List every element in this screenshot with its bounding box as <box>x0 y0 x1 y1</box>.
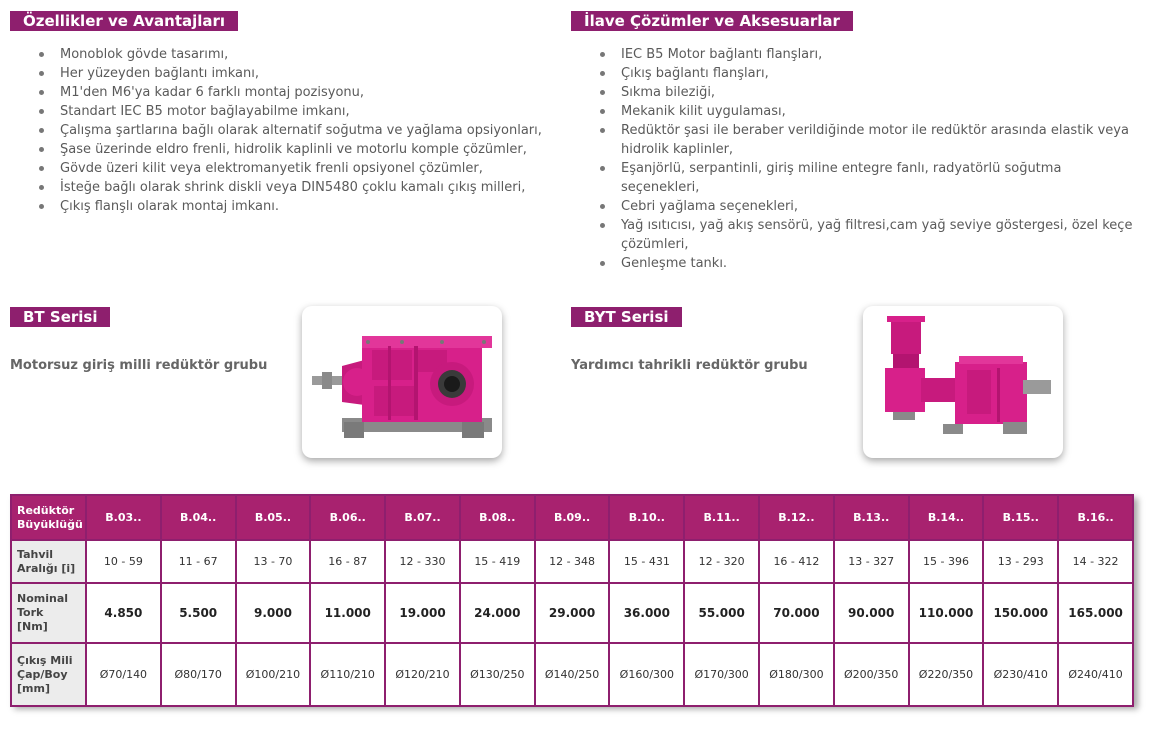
size-column-header: B.10.. <box>609 495 684 540</box>
accessory-list-item: Genleşme tankı. <box>598 254 1138 273</box>
size-column-header: B.12.. <box>759 495 834 540</box>
size-column-header: B.15.. <box>983 495 1058 540</box>
spec-value-cell: Ø240/410 <box>1058 643 1133 706</box>
spec-table-container <box>10 494 1134 705</box>
spec-value-cell: 16 - 87 <box>310 540 385 583</box>
spec-value-cell: 11.000 <box>310 583 385 643</box>
spec-value-cell: Ø110/210 <box>310 643 385 706</box>
byt-gearbox-illustration <box>863 306 1063 458</box>
spec-value-cell: Ø230/410 <box>983 643 1058 706</box>
bt-series-product-image <box>302 306 502 458</box>
spec-value-cell: 29.000 <box>535 583 610 643</box>
feature-list-item: Çıkış flanşlı olarak montaj imkanı. <box>37 197 557 216</box>
feature-list-item: Standart IEC B5 motor bağlayabilme imkanı, <box>37 102 557 121</box>
spec-value-cell: 5.500 <box>161 583 236 643</box>
byt-series-subtitle: Yardımcı tahrikli redüktör grubu <box>571 358 808 373</box>
size-column-header: B.06.. <box>310 495 385 540</box>
spec-value-cell: Ø100/210 <box>236 643 311 706</box>
row-label-line: Nominal <box>17 592 69 605</box>
size-column-header: B.14.. <box>909 495 984 540</box>
spec-value-cell: Ø120/210 <box>385 643 460 706</box>
spec-value-cell: Ø70/140 <box>86 643 161 706</box>
size-column-header: B.13.. <box>834 495 909 540</box>
feature-list-item: Monoblok gövde tasarımı, <box>37 45 557 64</box>
accessory-list-item: Mekanik kilit uygulaması, <box>598 102 1138 121</box>
spec-value-cell: 14 - 322 <box>1058 540 1133 583</box>
spec-value-cell: Ø180/300 <box>759 643 834 706</box>
row-label-line: [Nm] <box>17 620 48 633</box>
size-header-line: Redüktör <box>17 503 75 517</box>
spec-value-cell: Ø160/300 <box>609 643 684 706</box>
feature-list-item: Şase üzerinde eldro frenli, hidrolik kaplinli ve motorlu komple çözümler, <box>37 140 557 159</box>
spec-value-cell: 15 - 431 <box>609 540 684 583</box>
accessories-title: İlave Çözümler ve Aksesuarlar <box>571 11 853 31</box>
spec-value-cell: 13 - 70 <box>236 540 311 583</box>
bt-series-subtitle: Motorsuz giriş milli redüktör grubu <box>10 358 268 373</box>
size-column-header: B.11.. <box>684 495 759 540</box>
spec-table-row <box>11 540 1133 583</box>
spec-table-header-row <box>11 495 1133 540</box>
spec-value-cell: 16 - 412 <box>759 540 834 583</box>
spec-value-cell: 12 - 320 <box>684 540 759 583</box>
feature-list-item: İsteğe bağlı olarak shrink diskli veya DIN5480 çoklu kamalı çıkış milleri, <box>37 178 557 197</box>
row-label-line: Tahvil <box>17 547 54 561</box>
byt-series-title: BYT Serisi <box>571 307 682 327</box>
spec-table-row <box>11 583 1133 643</box>
spec-value-cell: 150.000 <box>983 583 1058 643</box>
accessory-list-item: Redüktör şasi ile beraber verildiğinde motor ile redüktör arasında elastik veya hidrolik kaplinler, <box>598 121 1138 159</box>
accessory-list-item: Çıkış bağlantı flanşları, <box>598 64 1138 83</box>
spec-value-cell: 15 - 396 <box>909 540 984 583</box>
feature-list-item: M1'den M6'ya kadar 6 farklı montaj pozisyonu, <box>37 83 557 102</box>
feature-list-item: Gövde üzeri kilit veya elektromanyetik frenli opsiyonel çözümler, <box>37 159 557 178</box>
row-label-line: Çap/Boy <box>17 667 68 681</box>
row-label-line: Çıkış Mili <box>17 653 73 667</box>
spec-value-cell: 4.850 <box>86 583 161 643</box>
spec-table <box>10 494 1134 707</box>
spec-value-cell: 13 - 293 <box>983 540 1058 583</box>
row-label-line: Aralığı [i] <box>17 561 76 575</box>
spec-value-cell: 10 - 59 <box>86 540 161 583</box>
row-label-cell <box>11 540 86 583</box>
spec-value-cell: 36.000 <box>609 583 684 643</box>
spec-value-cell: Ø140/250 <box>535 643 610 706</box>
size-column-header: B.08.. <box>460 495 535 540</box>
accessory-list-item: IEC B5 Motor bağlantı flanşları, <box>598 45 1138 64</box>
accessories-list <box>598 45 1138 273</box>
spec-value-cell: 110.000 <box>909 583 984 643</box>
spec-value-cell: 70.000 <box>759 583 834 643</box>
spec-value-cell: 15 - 419 <box>460 540 535 583</box>
spec-value-cell: 19.000 <box>385 583 460 643</box>
size-column-header: B.04.. <box>161 495 236 540</box>
spec-value-cell: Ø170/300 <box>684 643 759 706</box>
row-label-line: Tork <box>17 606 44 619</box>
spec-value-cell: Ø80/170 <box>161 643 236 706</box>
feature-list-item: Çalışma şartlarına bağlı olarak alternatif soğutma ve yağlama opsiyonları, <box>37 121 557 140</box>
byt-series-product-image <box>863 306 1063 458</box>
features-list <box>37 45 557 216</box>
spec-value-cell: 11 - 67 <box>161 540 236 583</box>
spec-table-row <box>11 643 1133 706</box>
accessory-list-item: Sıkma bileziği, <box>598 83 1138 102</box>
size-header-line: Büyüklüğü <box>17 517 83 531</box>
row-label-cell <box>11 643 86 706</box>
accessory-list-item: Yağ ısıtıcısı, yağ akış sensörü, yağ filtresi,cam yağ seviye göstergesi, özel keçe çözümleri, <box>598 216 1138 254</box>
spec-value-cell: 165.000 <box>1058 583 1133 643</box>
spec-value-cell: 12 - 348 <box>535 540 610 583</box>
spec-value-cell: 24.000 <box>460 583 535 643</box>
size-column-header: B.07.. <box>385 495 460 540</box>
accessory-list-item: Eşanjörlü, serpantinli, giriş miline entegre fanlı, radyatörlü soğutma seçenekleri, <box>598 159 1138 197</box>
row-label-line: [mm] <box>17 681 50 695</box>
row-label-cell <box>11 583 86 643</box>
size-column-header: B.09.. <box>535 495 610 540</box>
bt-gearbox-illustration <box>302 306 502 458</box>
spec-value-cell: Ø200/350 <box>834 643 909 706</box>
size-column-header: B.05.. <box>236 495 311 540</box>
accessory-list-item: Cebri yağlama seçenekleri, <box>598 197 1138 216</box>
spec-value-cell: Ø130/250 <box>460 643 535 706</box>
spec-value-cell: 12 - 330 <box>385 540 460 583</box>
spec-value-cell: 9.000 <box>236 583 311 643</box>
spec-value-cell: Ø220/350 <box>909 643 984 706</box>
spec-value-cell: 55.000 <box>684 583 759 643</box>
spec-value-cell: 13 - 327 <box>834 540 909 583</box>
size-column-header: B.03.. <box>86 495 161 540</box>
bt-series-title: BT Serisi <box>10 307 110 327</box>
feature-list-item: Her yüzeyden bağlantı imkanı, <box>37 64 557 83</box>
size-header-cell <box>11 495 86 540</box>
size-column-header: B.16.. <box>1058 495 1133 540</box>
features-title: Özellikler ve Avantajları <box>10 11 238 31</box>
spec-value-cell: 90.000 <box>834 583 909 643</box>
